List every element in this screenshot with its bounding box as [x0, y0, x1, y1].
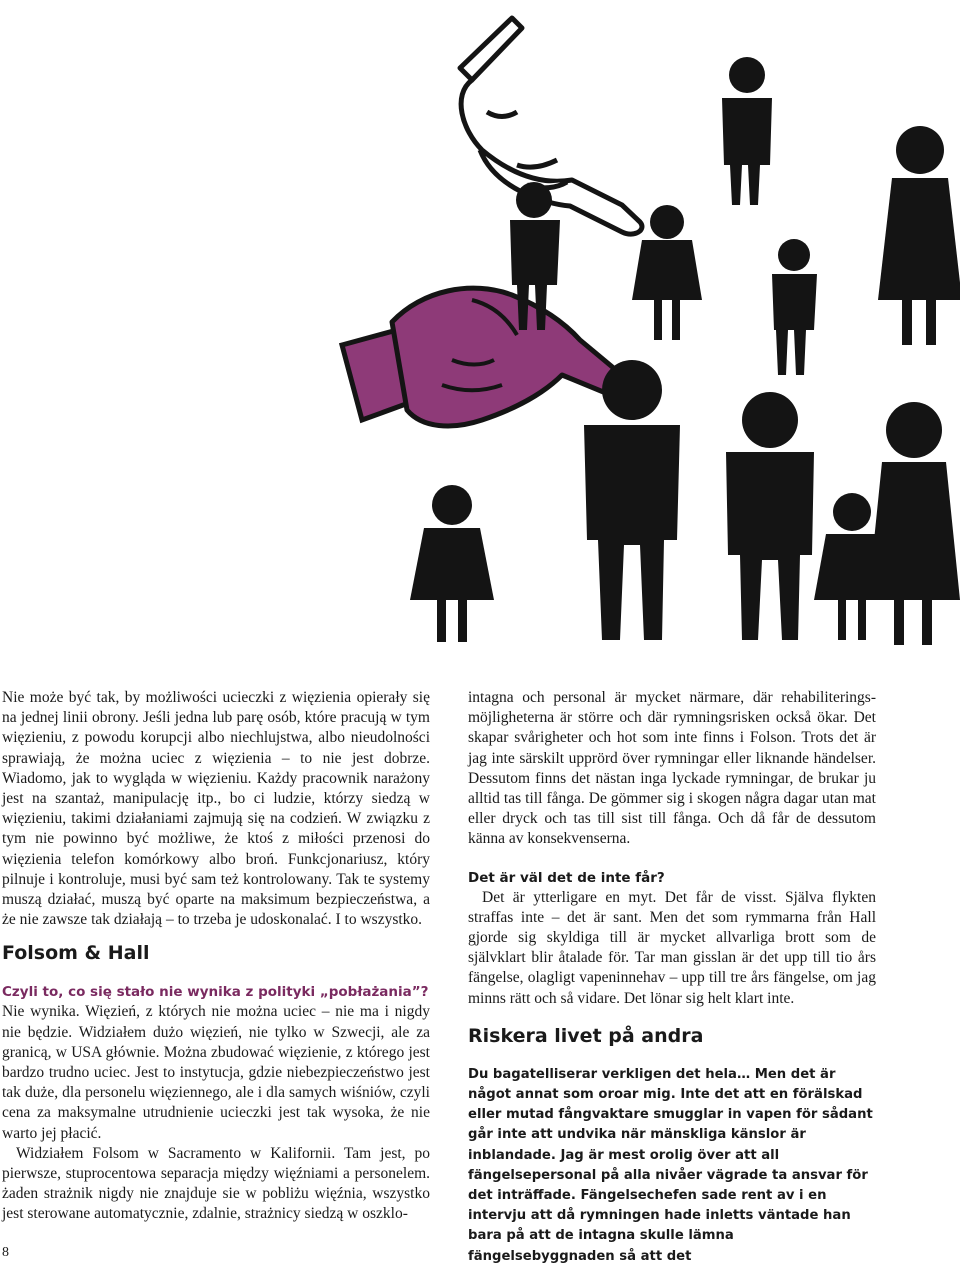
page-number: 8: [2, 1245, 9, 1260]
paragraph: Det är ytterligare en myt. Det får de visst. Själva flykten straffas inte – det är sant. Men det som rymmarna från Hall gjorde sig skyldiga till är mycket allvarliga brott som de självklart blir åtalade för. Tar man gisslan är det upp till tio års fängelse, olagligt vapeninnehav – upp till tre års fängelse, om jag minns rätt och så vidare. Det lönar sig helt klart inte.: [468, 888, 876, 1007]
person-silhouette: [772, 239, 817, 375]
interview-question: Det är väl det de inte får?: [468, 869, 665, 886]
paragraph: Nie może być tak, by możliwości ucieczki z więzienia opierały się na jednej linii obrony. Jeśli jedna lub parę osób, które pracują w tym więzieniu, z powodu korupcji albo niechlujstwa, albo nieudolności sprawiają, że można uciec z więzienia – to nie jest dobrze. Wiadomo, jak to wygląda w więzieniu. Każdy pracownik narażony jest na szantaż, manipulację itp., bo ci ludzie, którzy siedzą w więzieniu, takimi działaniami zajmują się na codzień. W związku z tym nie powinno być możliwe, że ktoś z miłości przenosi do więzienia telefon komórkowy albo broń. Funkcjonariusz, który pilnuje i kontroluje, musi być sam też kontrolowany. Tak te systemy muszą działać, muszą być oparte na maksimum bezpieczeństwa, a że nie zawsze tak działają – to trzeba je udoskonalać. I to wszystko.: [2, 689, 430, 929]
illustration: [322, 0, 960, 670]
person-silhouette: [722, 57, 772, 205]
paragraph: Widziałem Folsom w Sacramento w Kalifornii. Tam jest, po pierwsze, stuprocentowa separacja między więźniami a personelem. żaden strażnik nigdy nie znajduje sie w pobliżu więźnia, wszystko jest sterowane automatycznie, zdalnie, strażnicy siedzą w oszklo-: [2, 1144, 430, 1223]
left-column: [2, 688, 430, 1225]
section-title-riskera: Riskera livet på andra: [468, 1024, 704, 1047]
interview-question: Czyli to, co się stało nie wynika z polityki „pobłażania”?: [2, 984, 429, 1001]
section-title-folsom-hall: Folsom & Hall: [2, 942, 150, 965]
person-silhouette: [868, 402, 960, 645]
person-silhouette: [584, 360, 680, 640]
person-silhouette: [878, 126, 960, 345]
paragraph: Nie wynika. Więzień, z których nie można uciec – nie ma i nigdy nie będzie. Widziałem dużo więzień, nie tylko w Szwecji, ale za granicą, w USA głównie. Można zbudować więzienie, z którego jest bardzo trudno uciec. Jest to instytucja, gdzie niebezpieczeństwo jest tak duże, dla personelu więziennego, ale i dla samych wiśniów, czyli cena za maksymalne utrudnienie ucieczki jest tak wysoka, że nie warto jej płacić.: [2, 1003, 430, 1142]
paragraph: intagna och personal är mycket närmare, där rehabiliterings-möjligheterna är större och där rymningsrisken också ökar. Det skapar svårigheter och hot som inte finns i Folson. Trots det är jag inte särskilt upprörd över rymningar eller liknande händelser. Dessutom finns det nästan inga lyckade rymningar, de brukar ju alltid tas till fånga. De gömmer sig i skogen några dagar utan mat eller dryck och tas till sist till fånga. Och då får de dessutom känna av konsekvenserna.: [468, 689, 876, 848]
pointing-hands-illustration: [322, 0, 960, 670]
right-column: [468, 688, 876, 1267]
person-silhouette: [726, 392, 814, 640]
lead-question: Du bagatelliserar verkligen det hela… Men det är något annat som oroar mig. Inte det att en förälskad eller mutad fångvaktare smugglar in vapen för sådant går inte att undvika när mänskliga känslor är inblandade. Jag är mest orolig över att all fängelsepersonal på alla nivåer vägrade ta ansvar för det inträffade. Fängelsechefen sade rent av i en intervju att då rymningen hade inletts väntade han bara på att de intagna skulle lämna fängelsebyggnaden så att det: [468, 1066, 873, 1264]
purple-pointing-hand-icon: [342, 288, 636, 426]
person-silhouette: [410, 485, 494, 642]
